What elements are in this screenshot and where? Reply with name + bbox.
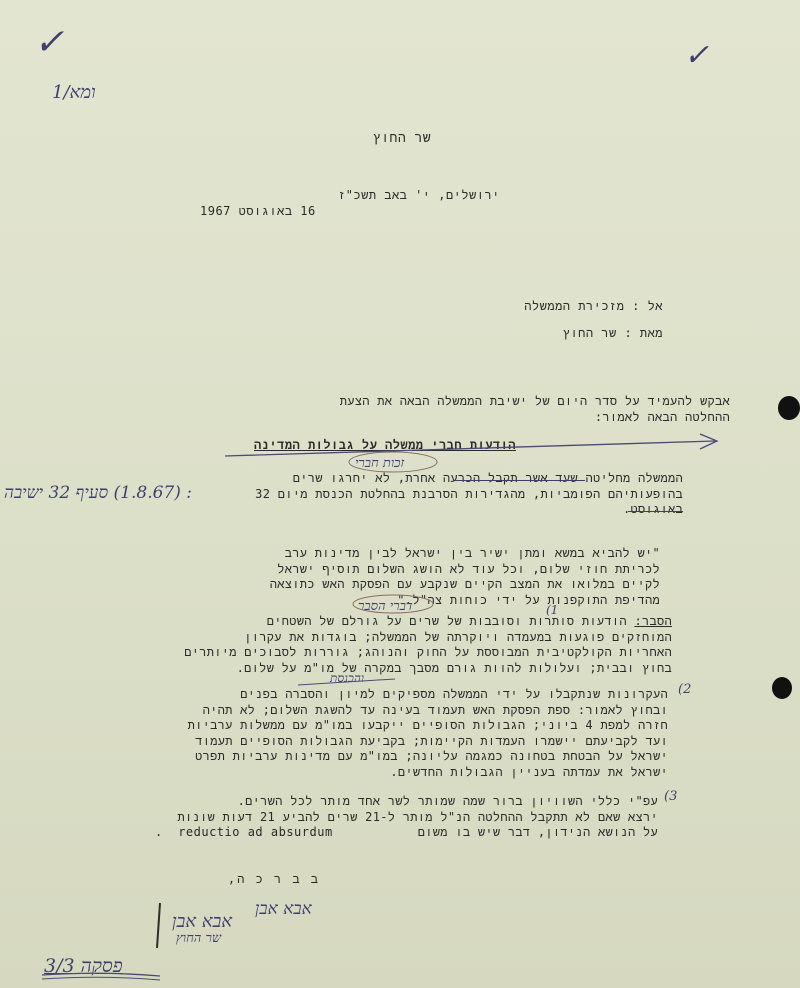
explanation-label: הסבר: <box>634 614 672 628</box>
latin-phrase: . reductio ad absurdum <box>155 825 333 839</box>
handwritten-above-heading: זכות חברי <box>355 456 405 471</box>
bottom-reference-note: פסקה 3/3 <box>44 955 123 977</box>
decision-heading: הודעות חברי ממשלה על גבולות המדינה <box>254 438 516 452</box>
circled-number-1: (1 <box>546 603 559 617</box>
handwritten-above-point-2: והכנסת <box>330 671 365 685</box>
from-line: מאת : שר החוץ <box>562 326 663 340</box>
signature-handwritten-name: אבא אבן <box>172 911 233 932</box>
top-right-check-mark: ✓ <box>684 38 710 73</box>
handwritten-above-explanation: דברי הסבר <box>358 599 413 614</box>
place-date-hebrew: ירושלים, י' באב תשכ"ז <box>338 188 500 202</box>
explanation-point-2: העקרונות שנתקבלו על ידי הממשלה מספיקים למיון והסברה בפנים ובחוץ לאמור: ספת הפסקת האש תעמוד בעינה עד להשגת השלום; לא תהיה חזרה למפת 4 ביוני; הגבולות הסופיים ייקבעו במו"מ עם ממשלות ערביות ועד לקביעתם יישמרו העמדות הקיימות; בקביעת הגבולות הסופיים תעמוד ישראל על הבטחת בטחונה כמגמה עליונה; במו"מ עם מדינות ערביות תפרט ישראל את עמדתה בעניין הגבולות החדשים. <box>187 687 668 779</box>
circled-number-2: (2 <box>678 682 692 697</box>
closing-greeting: ב ב ר כ ה, <box>227 872 320 886</box>
top-left-check-mark: ✓ <box>34 22 65 63</box>
explanation-point-3: עפ"י כללי השוויון ברור שמה שמותר לשר אחד מותר לכל השרים. ירצא שאם לא תתקבל ההחלטה הנ"ל מותר ל-21 שרים להביע 21 דעות שונות על הנושא הנידון, דבר שיש בו משום <box>177 794 658 839</box>
circled-number-3: (3 <box>664 789 678 804</box>
office-header: שר החוץ <box>372 131 432 146</box>
quoted-resolution: "יש להביא במשא ומתן ישיר בין ישראל לבין מדינות ערב לכריתת חוזי שלום, וכל עוד לא הושג השלום תוסיף ישראל לקיים במלואו את המצב הקיים שנקבע עם הפסקת האש כתוצאה מהדיפת התוקפנות על ידי כוחות צה"ל." <box>269 546 660 607</box>
signature-handwritten-line-1: אבא אבן <box>255 899 312 919</box>
decision-paragraph: הממשלה מחליטה שעד אשר תקבל הכרעה אחרת, לא יחרגו שרים בהופעותיהם הפומביות, מהגדירות הסרבנת בהחלטת הכנסת מיום 32 באוגוסט. <box>255 471 683 516</box>
explanation-point-1: הסבר: הודעות סותרות וסובבות של שרים על גורלם של השטחים המוחזקים פוגעות במעמדה ויוקרתה של הממשלה; בוגדות את עקרון האחריות הקולקטיבית המבוססת על החוק והנוהג; גוררות לסבוכים מיותרים בחוץ ובבית; ועלולות להוות גורם מסבך במקרה של מו"מ על שלום. <box>184 614 672 675</box>
to-line: אל : מזכירת הממשלה <box>524 299 663 313</box>
intro-paragraph: אבקש להעמיד על סדר היום של ישיבת הממשלה הבאה את הצעת ההחלטה הבאה לאמור: <box>339 394 730 424</box>
date-gregorian: 16 באוגוסט 1967 <box>200 204 316 218</box>
top-left-handwritten-note: ומא/1 <box>52 82 96 103</box>
signature-handwritten-line-2: שר החוץ <box>176 931 222 946</box>
margin-date-annotation: : (1.8.67) סעיף 32 ישיבה <box>4 483 192 503</box>
